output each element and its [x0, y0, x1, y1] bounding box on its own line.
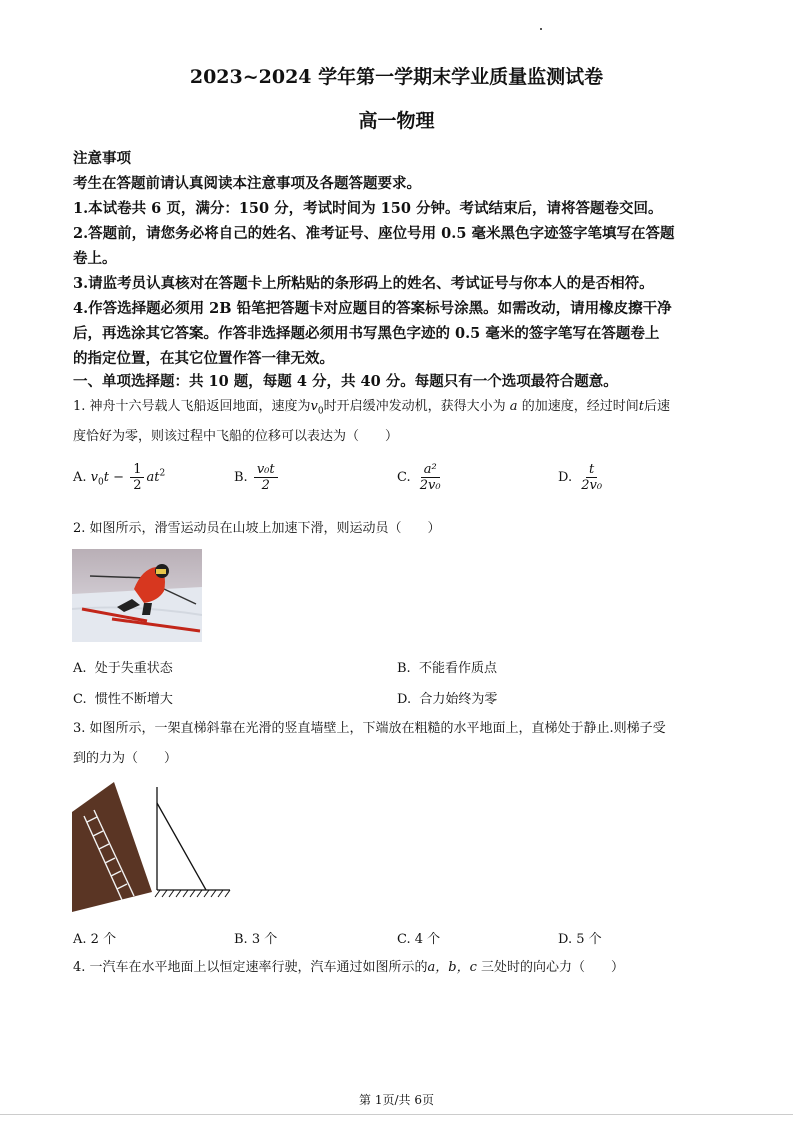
fraction-numerator: v₀t: [254, 462, 278, 478]
option-text: 不能看作质点: [418, 661, 497, 676]
notice-intro: 考生在答题前请认真阅读本注意事项及各题答题要求。: [73, 175, 421, 192]
option-label: D.: [558, 932, 573, 947]
fraction-denominator: 2: [133, 478, 142, 493]
v0-symbol: v: [310, 399, 318, 414]
fraction-numerator: a²: [421, 462, 440, 478]
q1-text-part: 后速: [643, 399, 670, 414]
question-3-line-2: 到的力为（ ）: [73, 751, 178, 766]
notice-item-4: 4.作答选择题必须用 2B 铅笔把答题卡对应题目的答案标号涂黑。如需改动，请用橡皮擦干净: [73, 300, 672, 317]
wall-surface: [72, 782, 152, 912]
option-text: 惯性不断增大: [94, 692, 173, 707]
option-text: 5 个: [576, 932, 602, 947]
fraction-denominator: 2: [261, 478, 270, 493]
ladder-line: [157, 803, 206, 890]
option-label: A.: [73, 932, 87, 947]
q3-option-d[interactable]: [558, 928, 602, 947]
page-footer: 第 1页/共 6页: [359, 1093, 434, 1107]
q2-option-c[interactable]: [73, 688, 173, 707]
q1-option-d[interactable]: [558, 462, 607, 493]
a-symbol: a: [509, 399, 518, 414]
question-1-line-1: [73, 397, 670, 422]
option-label: D.: [558, 470, 573, 485]
option-label: C.: [397, 470, 411, 485]
fraction-numerator: 1: [130, 462, 144, 478]
q3-option-a[interactable]: [73, 928, 116, 947]
scan-dot: [540, 28, 542, 30]
t-symbol: t: [638, 399, 644, 414]
q4-text-part: 4. 一汽车在水平地面上以恒定速率行驶，汽车通过如图所示的: [73, 960, 428, 975]
notice-item-1: 1.本试卷共 6 页，满分：150 分，考试时间为 150 分钟。考试结束后，请将答题卷交回。: [73, 200, 663, 217]
fraction-denominator: 2v₀: [419, 478, 441, 493]
ladder-photo: [72, 782, 152, 912]
formula-t: t: [103, 470, 109, 485]
q2-option-d[interactable]: [397, 688, 497, 707]
q1-option-b[interactable]: [234, 462, 280, 493]
page-bottom-divider: [0, 1114, 793, 1115]
ground-hatching: [155, 890, 230, 897]
option-text: 4 个: [414, 932, 441, 947]
option-text: 合力始终为零: [419, 692, 498, 707]
q4-points: a，b，c: [427, 960, 477, 975]
q2-option-a[interactable]: [73, 657, 173, 676]
formula-minus: −: [113, 470, 125, 485]
option-text: 2 个: [90, 932, 117, 947]
q1-option-a[interactable]: [73, 462, 165, 493]
fraction-denominator: 2v₀: [581, 478, 603, 493]
q1-text-part: 1. 神舟十六号载人飞船返回地面，速度为: [73, 399, 311, 414]
v0-subscript: 0: [317, 406, 324, 417]
option-label: C.: [73, 692, 87, 707]
notice-item-2-cont: 卷上。: [73, 250, 117, 267]
formula-v: v: [90, 470, 99, 485]
notice-heading: 注意事项: [73, 150, 131, 167]
q4-text-part: 三处时的向心力（ ）: [481, 960, 625, 975]
q1-text-part: 时开启缓冲发动机，获得大小为: [323, 399, 506, 414]
formula-tail: at: [146, 470, 160, 485]
formula-fraction: [254, 462, 278, 493]
fraction-numerator: t: [586, 462, 597, 478]
section-heading: 一、单项选择题：共 10 题，每题 4 分，共 40 分。每题只有一个选项最符合题意。: [73, 373, 618, 390]
notice-item-3: 3.请监考员认真核对在答题卡上所粘贴的条形码上的姓名、考试证号与你本人的是否相符。: [73, 275, 654, 292]
formula-fraction: [417, 462, 444, 493]
notice-item-2: 2.答题前，请您务必将自己的姓名、准考证号、座位号用 0.5 毫米黑色字迹签字笔填写在答题: [73, 225, 675, 242]
exam-subject: 高一物理: [358, 110, 435, 132]
q1-text-part: 的加速度，经过时间: [521, 399, 639, 414]
formula-sub: 0: [98, 477, 104, 488]
notice-item-4-cont2: 的指定位置，在其它位置作答一律无效。: [73, 350, 334, 367]
option-label: A.: [73, 470, 87, 485]
question-3-line-1: 3. 如图所示，一架直梯斜靠在光滑的竖直墙壁上，下端放在粗糙的水平地面上，直梯处于静止.则梯子受: [73, 721, 666, 736]
formula-sup: 2: [159, 468, 166, 479]
option-label: B.: [234, 470, 248, 485]
option-label: B.: [397, 661, 411, 676]
formula-fraction: [130, 462, 144, 493]
option-label: C.: [397, 932, 411, 947]
ladder-diagram: [152, 785, 234, 903]
option-text: 处于失重状态: [94, 661, 173, 676]
question-2-stem: 2. 如图所示，滑雪运动员在山坡上加速下滑，则运动员（ ）: [73, 521, 441, 536]
q1-option-c[interactable]: [397, 462, 446, 493]
q3-option-b[interactable]: [234, 928, 277, 947]
q2-option-b[interactable]: [397, 657, 497, 676]
formula-fraction: [578, 462, 605, 493]
q3-option-c[interactable]: [397, 928, 440, 947]
question-1-line-2: 度恰好为零，则该过程中飞船的位移可以表达为（ ）: [73, 429, 399, 444]
skier-photo: [72, 549, 202, 642]
option-text: 3 个: [251, 932, 278, 947]
option-label: B.: [234, 932, 248, 947]
option-label: D.: [397, 692, 412, 707]
exam-title: 2023~2024 学年第一学期末学业质量监测试卷: [189, 66, 604, 88]
question-4-stem: [73, 958, 624, 978]
snow-slope: [72, 587, 202, 642]
skier-goggles: [156, 569, 166, 574]
notice-item-4-cont: 后，再选涂其它答案。作答非选择题必须用书写黑色字迹的 0.5 毫米的签字笔写在答题卷上: [73, 325, 660, 342]
option-label: A.: [73, 661, 87, 676]
